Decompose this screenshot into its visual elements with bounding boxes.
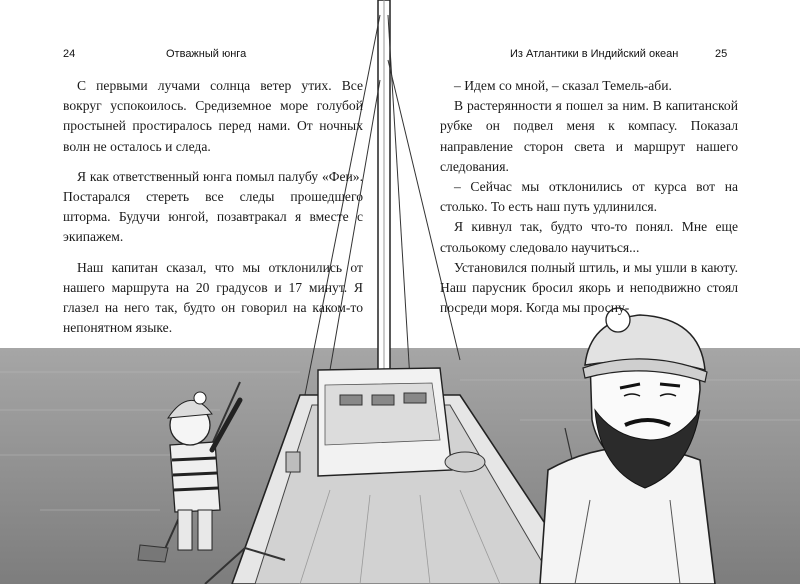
paragraph: Я кивнул так, будто что-то понял. Мне еще стольокому следовало научиться... — [440, 219, 738, 255]
paragraph: Я как ответственный юнга помыл палубу «Феи». Постарался стереть все следы прошедшего шторма. Будучи юнгой, позавтракал я вместе с экипажем. — [63, 168, 363, 245]
right-running-head: Из Атлантики в Индийский океан — [510, 48, 679, 60]
left-page-number: 24 — [63, 48, 76, 60]
paragraph: Установился полный штиль, и мы ушли в каюту. Наш парусник бросил якорь и неподвижно стоял посреди моря. Когда мы просну- — [440, 259, 738, 316]
left-page-text — [63, 76, 363, 338]
paragraph: Наш капитан сказал, что мы отклонились от нашего маршрута на 20 градусов и 17 минут. Я глазел на него так, будто он говорил на каком-то непонятном языке. — [63, 259, 363, 336]
right-page-text — [440, 76, 738, 318]
paragraph: С первыми лучами солнца ветер утих. Все вокруг успокоилось. Средиземное море голубой простыней простиралось перед нами. От ночных волн не осталось и следа. — [63, 78, 363, 154]
right-page-number: 25 — [715, 48, 728, 60]
paragraph: В растерянности я пошел за ним. В капитанской рубке он подвел меня к компасу. Показал направление сторон света и маршрут нашего следования. — [440, 98, 738, 174]
left-running-head: Отважный юнга — [166, 48, 247, 60]
paragraph: – Сейчас мы отклонились от курса вот на столько. То есть наш путь удлинился. — [440, 179, 738, 215]
paragraph: – Идем со мной, – сказал Темель-аби. — [454, 78, 672, 93]
